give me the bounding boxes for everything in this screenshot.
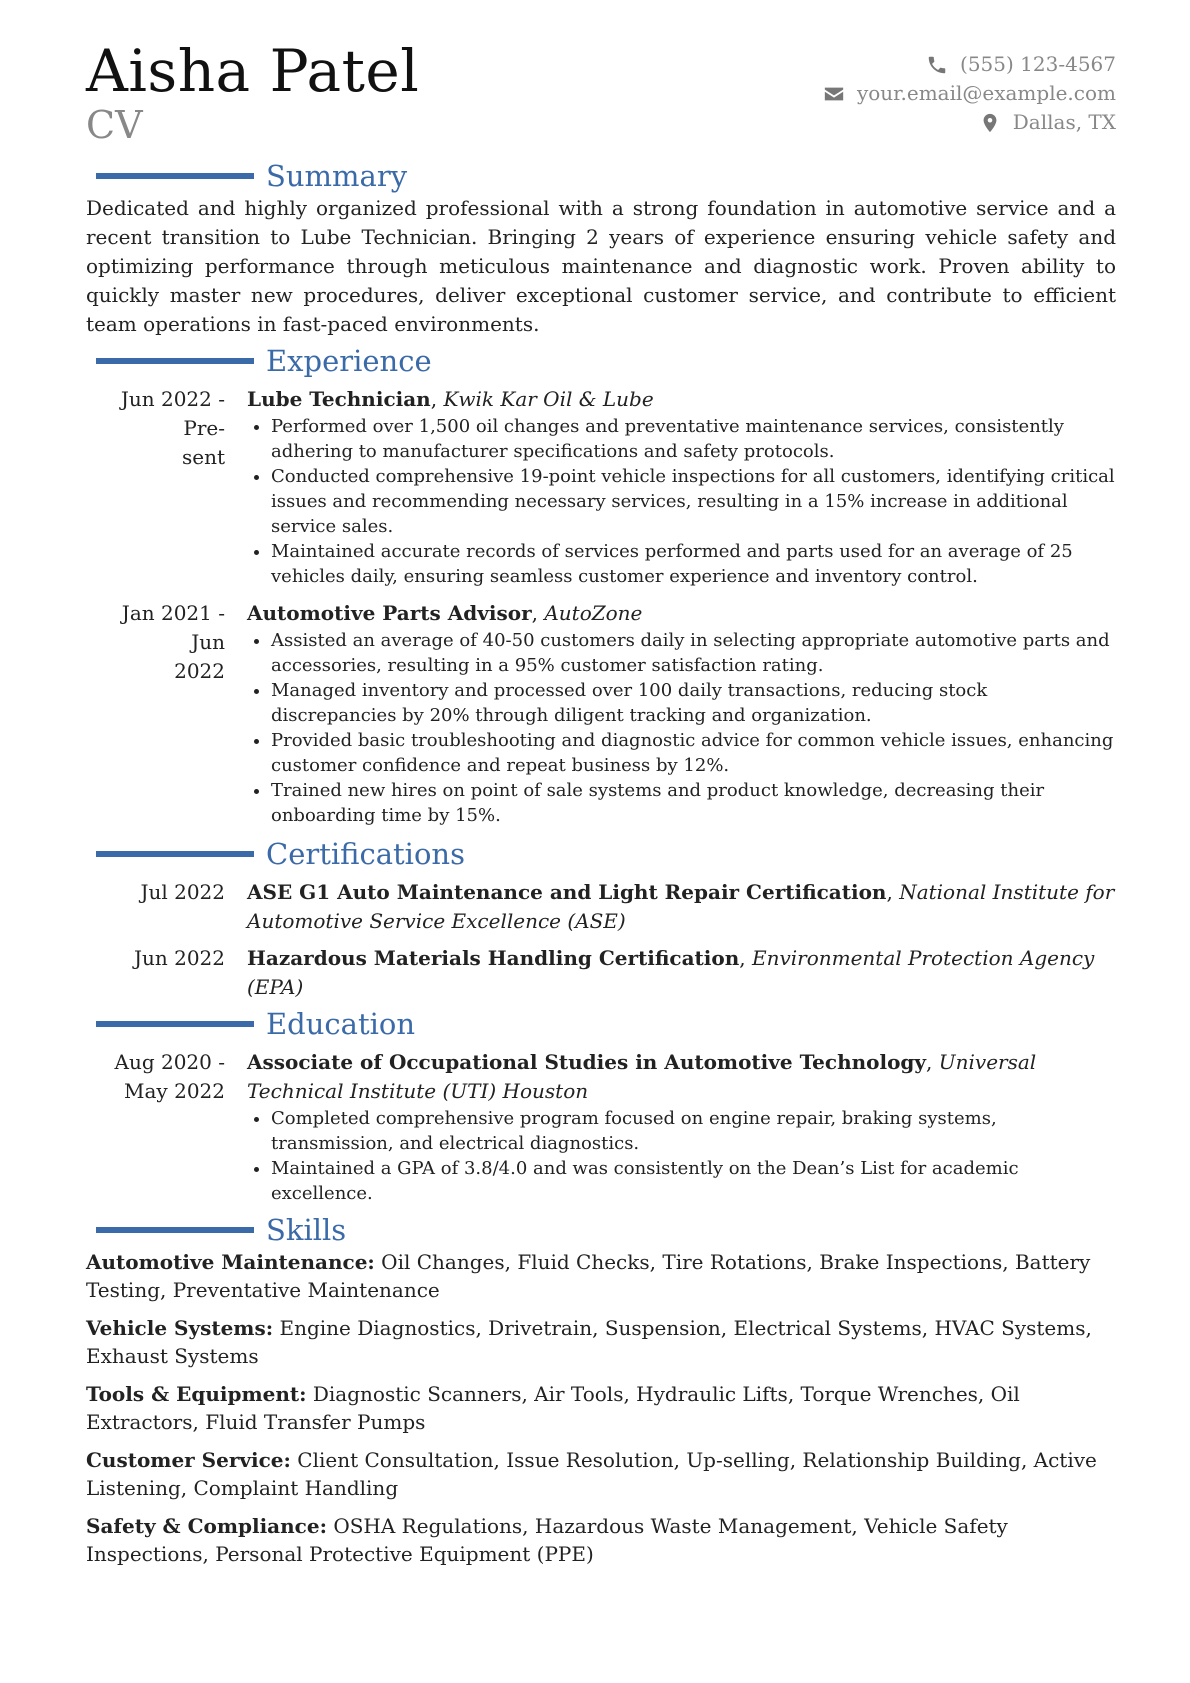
education-bullets	[247, 1106, 1116, 1206]
location-text: Dallas, TX	[1012, 110, 1116, 134]
envelope-icon	[823, 83, 845, 105]
map-marker-icon	[979, 112, 1001, 134]
list-item: • Completed comprehensive program focused on engine repair, braking systems, transmission, and electrical diagnostics.	[271, 1106, 1116, 1156]
section-title: Summary	[266, 159, 408, 193]
entry-heading: Hazardous Materials Handling Certification, Environmental Protection Agency (EPA)	[247, 946, 1095, 999]
cv-page	[86, 37, 1116, 1578]
entry-date: Jul 2022	[140, 880, 225, 904]
experience-entry	[86, 599, 1116, 828]
list-item: • Maintained accurate records of services performed and parts used for an average of 25 vehicles daily, ensuring seamless customer experience and inventory control.	[271, 539, 1116, 589]
skill-row	[86, 1446, 1116, 1502]
job-title: Lube Technician	[247, 387, 431, 411]
phone-icon	[926, 54, 948, 76]
section-title: Certifications	[266, 837, 465, 871]
certification-title: ASE G1 Auto Maintenance and Light Repair Certification	[247, 880, 887, 904]
degree-title: Associate of Occupational Studies in Automotive Technology	[247, 1050, 927, 1074]
section-bar	[96, 1227, 254, 1233]
skill-row	[86, 1512, 1116, 1568]
certification-issuer: Environmental Protection Agency (EPA)	[247, 946, 1095, 999]
job-employer: Kwik Kar Oil & Lube	[443, 387, 654, 411]
list-item: • Maintained a GPA of 3.8/4.0 and was consistently on the Dean’s List for academic excellence.	[271, 1156, 1116, 1206]
entry-date-line: Aug 2020 -	[114, 1050, 225, 1074]
certification-entry	[86, 878, 1116, 936]
experience-entry	[86, 385, 1116, 589]
entry-date-line: Jan 2021 - Jun	[121, 601, 225, 654]
list-item: • Managed inventory and processed over 100 daily transactions, reducing stock discrepancies by 20% through diligent tracking and organization.	[271, 678, 1116, 728]
skill-category: Tools & Equipment:	[86, 1382, 307, 1406]
entry-date-line: Jun 2022 - Pre-	[120, 387, 225, 440]
entry-heading: Associate of Occupational Studies in Automotive Technology, Universal Technical Institute (UTI) Houston	[247, 1050, 1037, 1103]
certification-title: Hazardous Materials Handling Certification	[247, 946, 740, 970]
section-title: Education	[266, 1007, 416, 1041]
job-bullets	[247, 628, 1116, 828]
skill-list: Engine Diagnostics, Drivetrain, Suspension, Electrical Systems, HVAC Systems, Exhaust Systems	[86, 1316, 1092, 1368]
list-item: • Performed over 1,500 oil changes and preventative maintenance services, consistently adhering to manufacturer specifications and safety protocols.	[271, 414, 1116, 464]
cv-header	[86, 37, 1116, 158]
contact-block	[823, 50, 1116, 137]
section-bar	[96, 173, 254, 179]
entry-date-line: sent	[181, 445, 225, 469]
section-bar	[96, 1021, 254, 1027]
skill-category: Automotive Maintenance:	[86, 1250, 375, 1274]
skill-list: Oil Changes, Fluid Checks, Tire Rotations, Brake Inspections, Battery Testing, Preventative Maintenance	[86, 1250, 1091, 1302]
entry-date	[86, 1048, 247, 1206]
list-item: • Provided basic troubleshooting and diagnostic advice for common vehicle issues, enhancing customer confidence and repeat business by 12%.	[271, 728, 1116, 778]
entry-body	[247, 1048, 1116, 1206]
entry-heading: ASE G1 Auto Maintenance and Light Repair Certification, National Institute for Automotive Service Excellence (ASE)	[247, 880, 1115, 933]
skill-category: Customer Service:	[86, 1448, 291, 1472]
certification-issuer: National Institute for Automotive Service Excellence (ASE)	[247, 880, 1115, 933]
list-item: • Conducted comprehensive 19-point vehicle inspections for all customers, identifying critical issues and recommending necessary services, resulting in a 15% increase in additional service sales.	[271, 464, 1116, 539]
section-summary-heading	[96, 158, 1116, 194]
entry-body	[247, 385, 1116, 589]
skill-list: OSHA Regulations, Hazardous Waste Management, Vehicle Safety Inspections, Personal Protective Equipment (PPE)	[86, 1514, 1008, 1566]
skill-row	[86, 1314, 1116, 1370]
section-title: Experience	[266, 344, 432, 378]
contact-email	[823, 79, 1116, 108]
entry-date: Jun 2022	[133, 946, 225, 970]
section-skills-heading	[96, 1212, 1116, 1248]
section-bar	[96, 358, 254, 364]
entry-body	[247, 599, 1116, 828]
skill-list: Client Consultation, Issue Resolution, Up-selling, Relationship Building, Active Listening, Complaint Handling	[86, 1448, 1097, 1500]
candidate-name: Aisha Patel	[86, 37, 420, 105]
skill-row	[86, 1380, 1116, 1436]
document-subtitle: CV	[86, 103, 143, 147]
contact-phone	[823, 50, 1116, 79]
phone-text[interactable]: (555) 123-4567	[960, 52, 1116, 76]
list-item: • Assisted an average of 40-50 customers daily in selecting appropriate automotive parts and accessories, resulting in a 95% customer satisfaction rating.	[271, 628, 1116, 678]
summary-text: Dedicated and highly organized professional with a strong foundation in automotive service and a recent transition to Lube Technician. Bringing 2 years of experience ensuring vehicle safety and optimizing performance through meticulous maintenance and diagnostic work. Proven ability to quickly master new procedures, deliver exceptional customer service, and contribute to efficient team operations in fast-paced environments.	[86, 196, 1116, 336]
entry-date	[86, 599, 247, 828]
entry-date-line: 2022	[174, 659, 225, 683]
entry-heading: Lube Technician, Kwik Kar Oil & Lube	[247, 387, 654, 411]
entry-date	[86, 385, 247, 589]
skill-row	[86, 1248, 1116, 1304]
certification-entry	[86, 944, 1116, 1002]
section-experience-heading	[96, 343, 1116, 379]
job-employer: AutoZone	[544, 601, 643, 625]
job-title: Automotive Parts Advisor	[247, 601, 532, 625]
skill-category: Safety & Compliance:	[86, 1514, 327, 1538]
skill-category: Vehicle Systems:	[86, 1316, 274, 1340]
section-bar	[96, 851, 254, 857]
education-entry	[86, 1048, 1116, 1206]
email-text[interactable]: your.email@example.com	[856, 81, 1116, 105]
section-certifications-heading	[96, 836, 1116, 872]
section-education-heading	[96, 1006, 1116, 1042]
entry-heading: Automotive Parts Advisor, AutoZone	[247, 601, 643, 625]
entry-date-line: May 2022	[124, 1079, 225, 1103]
section-title: Skills	[266, 1213, 347, 1247]
contact-location	[823, 108, 1116, 137]
list-item: • Trained new hires on point of sale systems and product knowledge, decreasing their onboarding time by 15%.	[271, 778, 1116, 828]
skill-list: Diagnostic Scanners, Air Tools, Hydraulic Lifts, Torque Wrenches, Oil Extractors, Fluid Transfer Pumps	[86, 1382, 1020, 1434]
school-name: Universal Technical Institute (UTI) Houston	[247, 1050, 1037, 1103]
job-bullets	[247, 414, 1116, 589]
